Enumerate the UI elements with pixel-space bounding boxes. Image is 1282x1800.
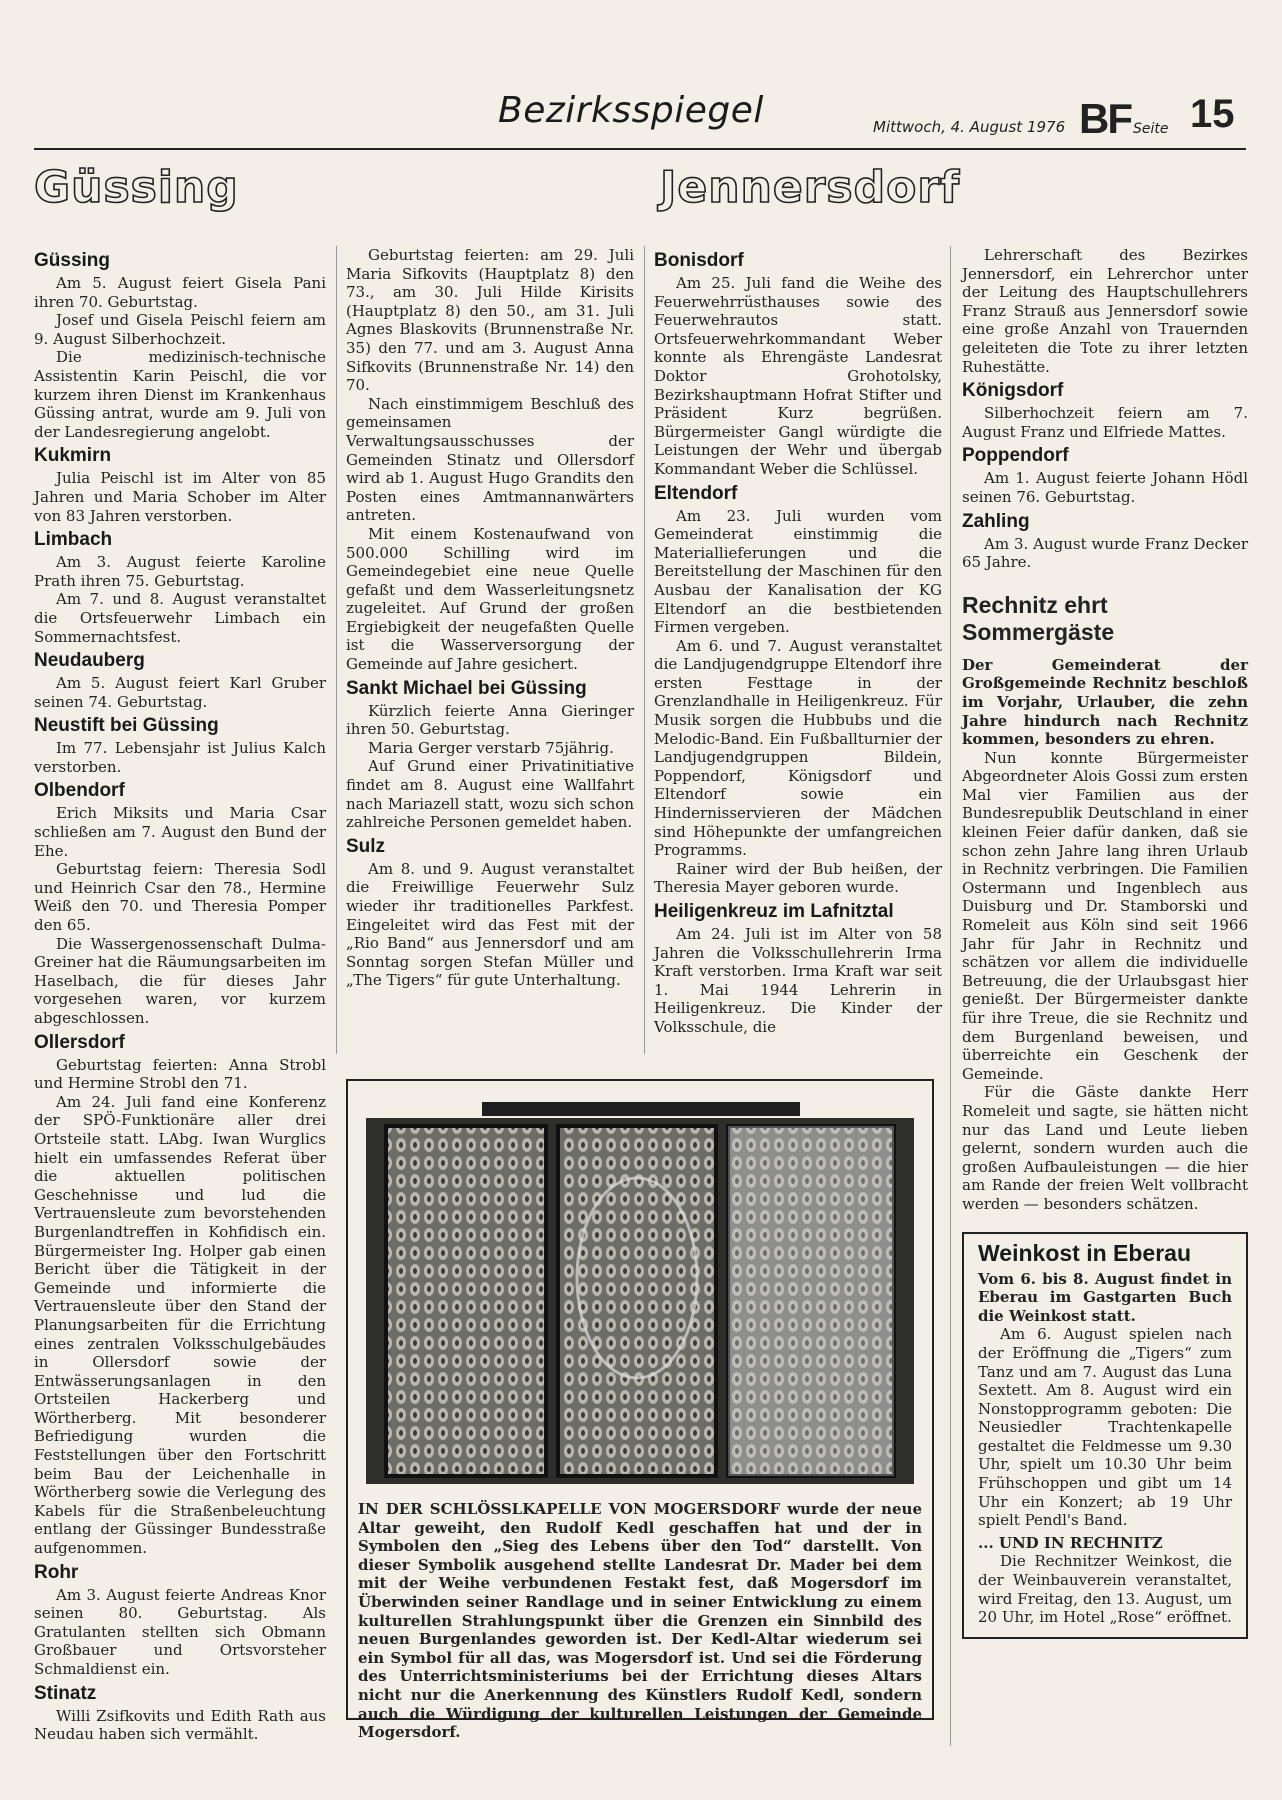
column-jennersdorf [654,246,942,1037]
newspaper-logo: BF [1079,95,1131,142]
article-heading: Königsdorf [962,380,1064,402]
article-paragraph: Willi Zsifkovits und Edith Rath aus Neudau haben sich vermählt. [34,1706,326,1744]
article-heading: Poppendorf [962,445,1069,467]
article-paragraph: Julia Peischl ist im Alter von 85 Jahren und Maria Schober im Alter von 83 Jahren verstorben. [34,469,326,525]
article-paragraph: Am 24. Juli fand eine Konferenz der SPÖ-Funktionäre aller drei Ortsteile statt. LAbg. Iwan Wurglics hielt ein umfassendes Referat über die aktuellen politischen Geschehnisse und lud die Vertrauensleute zum bevorstehenden Burgenlandtreffen in Kohfidisch ein. Bürgermeister Ing. Holper gab einen Bericht über die Tätigkeit in der Gemeinde und informierte die Vertrauensleute über den Stand der Planungsarbeiten für die Errichtung eines zentralen Volksschulgebäudes in Ollersdorf sowie der Entwässerungsanlagen in den Ortsteilen Hackerberg und Wörtherberg. Mit besonderer Befriedigung wurden die Feststellungen über den Fortschritt beim Bau der Leichenhalle in Wörtherberg sowie die Verlegung des Kabels für die Straßenbeleuchtung entlang der Güssinger Bundesstraße aufgenommen. [34,1092,326,1558]
article-heading: Neudauberg [34,650,145,672]
article-heading: Sulz [346,835,386,857]
article-heading: Güssing [34,250,111,271]
article-paragraph: Am 7. und 8. August veranstaltet die Ortsfeuerwehr Limbach ein Sommernachtsfest. [34,590,326,646]
article-heading: Neustift bei Güssing [34,715,219,737]
article-heading: Zahling [962,510,1030,532]
article-paragraph: Am 6. August spielen nach der Eröffnung die „Tigers“ zum Tanz und am 7. August das Luna Sextett. Am 8. August wird ein Nonstopprogramm geboten: Die Neusiedler Trachtenkapelle gestaltet die Feldmesse um 9.30 Uhr, spielt um 10.30 Uhr beim Frühschoppen und gibt um 14 Uhr ein Konzert; ab 19 Uhr spielt Pendl's Band. [978,1325,1232,1530]
weinkost-lead: Vom 6. bis 8. August findet in Eberau im Gastgarten Buch die Weinkost statt. [978,1269,1232,1325]
altar-top-bar [482,1102,800,1116]
article-paragraph: Am 5. August feiert Karl Gruber seinen 74. Geburtstag. [34,674,326,711]
article-paragraph: Geburtstag feierten: Anna Strobl und Hermine Strobl den 71. [34,1055,326,1093]
column-guessing [34,246,326,1744]
article-heading: Sankt Michael bei Güssing [346,677,587,699]
article-paragraph: Lehrerschaft des Bezirkes Jennersdorf, ein Lehrerchor unter der Leitung des Hauptschullehrers Franz Strauß aus Jennersdorf sowie eine große Anzahl von Trauernden geleiteten die Tote zu ihrer letzten Ruhestätte. [962,246,1248,376]
article-paragraph: Erich Miksits und Maria Csar schließen am 7. August den Bund der Ehe. [34,804,326,860]
article-heading: Limbach [34,529,113,551]
column-divider [950,246,951,1746]
article-paragraph: Am 3. August feierte Andreas Knor seinen 80. Geburtstag. Als Gratulanten stellten sich Obmann Großbauer und Ortsvorsteher Schmaldienst ein. [34,1585,326,1678]
article-paragraph: Am 5. August feiert Gisela Pani ihren 70. Geburtstag. [34,274,326,311]
page-label: Seite [1133,121,1169,137]
article-paragraph: Mit einem Kostenaufwand von 500.000 Schilling wird im Gemeindegebiet eine neue Quelle gefaßt und dem Wasserleitungsnetz zugeleitet. Auf Grund der großen Ergiebigkeit der neugefaßten Quelle ist die Wasserversorgung der Gemeinde auf Jahre gesichert. [346,524,634,674]
article-paragraph: Silberhochzeit feiern am 7. August Franz und Elfriede Mattes. [962,404,1248,441]
article-paragraph: Im 77. Lebensjahr ist Julius Kalch verstorben. [34,739,326,776]
article-heading: Eltendorf [654,482,738,504]
article-paragraph: Für die Gäste dankte Herr Romeleit und sagte, sie hätten nicht nur das Land und Leute lieben gelernt, sondern wurden auch die großen Aufbauleistungen — die hier am Rande der freien Welt vollbracht werden — besonders schätzen. [962,1083,1248,1213]
column-divider [644,246,645,1054]
article-paragraph: Am 6. und 7. August veranstaltet die Landjugendgruppe Eltendorf ihre ersten Festtage in der Grenzlandhalle in Heiligenkreuz. Für Musik sorgen die Hubbubs und die Melodic-Band. Ein Fußballturnier der Landjugendgruppen Bildein, Poppendorf, Königsdorf und Eltendorf sowie ein Hindernisservieren der Mädchen sind Höhepunkte der umfangreichen Programms. [654,636,942,860]
altar-photo [366,1118,914,1484]
weinkost-subheading: ... UND IN RECHNITZ [978,1533,1163,1552]
article-paragraph: Nach einstimmigem Beschluß des gemeinsamen Verwaltungsausschusses der Gemeinden Stinatz und Ollersdorf wird ab 1. August Hugo Grandits den Posten eines Amtmannanwärters antreten. [346,394,634,525]
article-paragraph: Nun konnte Bürgermeister Abgeordneter Alois Gossi zum ersten Mal vier Familien aus der Bundesrepublik Deutschland in einer kleinen Feier dafür danken, daß sie schon zehn Jahre lang ihren Urlaub in Rechnitz verbringen. Die Familien Ostermann und Ingenblech aus Duisburg und Dr. Stamborski und Romeleit aus Köln sind seit 1966 Jahr für Jahr in Rechnitz und schätzen vor allem die individuelle Betreuung, die der Urlaubsgast hier genießt. Der Bürgermeister dankte für ihre Treue, die sie Rechnitz und dem Burgenland beweisen, und überreichte ein Geschenk der Gemeinde. [962,748,1248,1083]
section-title: Bezirksspiegel [498,90,764,131]
article-paragraph: Am 23. Juli wurden vom Gemeinderat einstimmig die Materiallieferungen und die Bereitstellung der Maschinen für den Ausbau der Kanalisation der KG Eltendorf an die bestbietenden Firmen vergeben. [654,506,942,637]
article-paragraph: Geburtstag feierten: am 29. Juli Maria Sifkovits (Hauptplatz 8) den 73., am 30. Juli Hilde Kirisits (Hauptplatz 8) den 50., am 31. Juli Agnes Blaskovits (Brunnenstraße Nr. 35) den 77. und am 3. August Anna Sifkovits (Brunnenstraße Nr. 14) den 70. [346,246,634,395]
rechnitz-headline: Rechnitz ehrt Sommergäste [962,591,1115,645]
article-paragraph: Josef und Gisela Peischl feiern am 9. August Silberhochzeit. [34,311,326,348]
altar-panel-highlight [728,1126,894,1476]
article-paragraph: Am 8. und 9. August veranstaltet die Freiwillige Feuerwehr Sulz wieder ihr traditionelles Parkfest. Eingeleitet wird das Fest mit der „Rio Band“ aus Jennersdorf und am Sonntag sorgen Stefan Müller und „The Tigers“ für gute Unterhaltung. [346,859,634,990]
article-paragraph: Am 3. August wurde Franz Decker 65 Jahre. [962,534,1248,572]
article-paragraph: Kürzlich feierte Anna Gieringer ihren 50. Geburtstag. [346,701,634,739]
article-heading: Ollersdorf [34,1031,125,1053]
article-heading: Kukmirn [34,445,112,467]
article-paragraph: Auf Grund einer Privatinitiative findet am 8. August eine Wallfahrt nach Mariazell statt, wozu sich schon zahlreiche Personen gemeldet haben. [346,757,634,832]
article-paragraph: Die medizinisch-technische Assistentin Karin Peischl, die vor kurzem ihren Dienst im Krankenhaus Güssing antrat, wurde am 9. Juli von der Landesregierung angelobt. [34,348,326,441]
article-paragraph: Geburtstag feiern: Theresia Sodl und Heinrich Csar den 78., Hermine Weiß den 70. und Theresia Pomper den 65. [34,860,326,935]
article-paragraph: Am 24. Juli ist im Alter von 58 Jahren die Volksschullehrerin Irma Kraft verstorben. Irma Kraft war seit 1. Mai 1944 Lehrerin in Heiligenkreuz. Die Kinder der Volksschule, die [654,925,942,1036]
article-paragraph: Die Rechnitzer Weinkost, die der Weinbauverein veranstaltet, wird Freitag, den 13. August, um 20 Uhr, im Hotel „Rose“ eröffnet. [978,1552,1232,1627]
masthead-rule [34,148,1246,150]
article-heading: Bonisdorf [654,250,744,271]
district-title-jennersdorf: Jennersdorf [660,162,961,213]
column-jennersdorf-continued [962,246,1248,1639]
column-divider [336,246,337,1054]
district-title-guessing: Güssing [34,162,239,213]
article-paragraph: Am 25. Juli fand die Weihe des Feuerwehrrüsthauses sowie des Feuerwehrautos statt. Ortsfeuerwehrkommandant Weber konnte als Ehrengäste Landesrat Doktor Grohotolsky, Bezirkshauptmann Hofrat Stifter und Präsident Kurz begrüßen. Bürgermeister Gangl würdigte die Leistungen der Wehr und übergab Kommandant Weber die Schlüssel. [654,274,942,478]
article-paragraph: Maria Gerger verstarb 75jährig. [368,738,614,757]
altar-panel-left [386,1126,546,1476]
photo-caption: IN DER SCHLÖSSLKAPELLE VON MOGERSDORF wurde der neue Altar geweiht, den Rudolf Kedl geschaffen hat und der in Symbolen den „Sieg des Lebens über den Tod“ darstellt. Von dieser Symbolik ausgehend stellte Landesrat Dr. Mader bei dem mit der Weihe verbundenen Festakt fest, daß Mogersdorf im Überwinden seiner Randlage und in seiner Entwicklung zu einem kulturellen Strahlungspunkt über die Grenzen ein Sinnbild des neuen Burgenlandes geworden ist. Der Kedl-Altar wiederum sei ein Symbol für all das, was Mogersdorf ist. Und sei die Förderung des Unterrichtsministeriums bei der Errichtung dieses Altars nicht nur die Anerkennung des Künstlers Rudolf Kedl, sondern auch die Würdigung der kulturellen Leistungen der Gemeinde Mogersdorf. [358,1500,922,1742]
rechnitz-lead: Der Gemeinderat der Großgemeinde Rechnitz beschloß im Vorjahr, Urlauber, die zehn Jahre hindurch nach Rechnitz kommen, besonders zu ehren. [962,655,1248,749]
article-heading: Olbendorf [34,780,125,802]
page-number: 15 [1190,92,1235,136]
weinkost-headline: Weinkost in Eberau [978,1239,1192,1266]
column-guessing-continued [346,246,634,990]
article-heading: Stinatz [34,1682,97,1704]
article-paragraph: Die Wassergenossenschaft Dulma-Greiner hat die Räumungsarbeiten im Haselbach, die für dieses Jahr vorgesehen waren, vor kurzem abgeschlossen. [34,934,326,1027]
issue-date: Mittwoch, 4. August 1976 [873,118,1066,136]
article-heading: Rohr [34,1561,79,1583]
article-heading: Heiligenkreuz im Lafnitztal [654,901,894,922]
article-paragraph: Rainer wird der Bub heißen, der Theresia Mayer geboren wurde. [654,859,942,897]
article-paragraph: Am 3. August feierte Karoline Prath ihren 75. Geburtstag. [34,553,326,590]
article-paragraph: Am 1. August feierte Johann Hödl seinen 76. Geburtstag. [962,469,1248,506]
weinkost-box [962,1232,1248,1639]
